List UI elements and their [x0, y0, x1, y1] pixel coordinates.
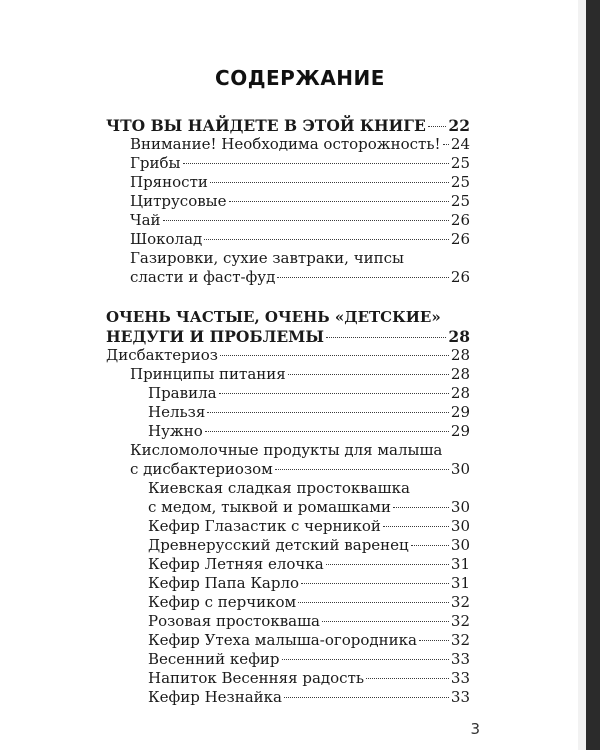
toc-label: Грибы: [130, 154, 181, 172]
toc-label: Кефир Летняя елочка: [148, 555, 324, 573]
toc-page: 26: [450, 230, 470, 248]
toc-page: 32: [450, 631, 470, 649]
toc-label: Кефир Глазастик с черникой: [148, 517, 381, 535]
toc-entry[interactable]: [106, 536, 470, 555]
toc-entry[interactable]: [106, 498, 470, 517]
toc-entry[interactable]: [106, 593, 470, 612]
table-of-contents: [106, 116, 470, 707]
toc-page: 30: [450, 460, 470, 478]
toc-page: 32: [450, 612, 470, 630]
toc-label: Чай: [130, 211, 161, 229]
toc-entry-line: Газировки, сухие завтраки, чипсы: [130, 249, 404, 267]
dot-leader: [229, 201, 449, 202]
toc-entry[interactable]: [106, 555, 470, 574]
toc-page: 29: [450, 403, 470, 421]
toc-page: 25: [450, 173, 470, 191]
toc-label: Внимание! Необходима осторожность!: [130, 135, 441, 153]
dot-leader: [204, 239, 449, 240]
toc-label: Кефир с перчиком: [148, 593, 297, 611]
dot-leader: [163, 220, 449, 221]
toc-label: Шоколад: [130, 230, 203, 248]
toc-label: Нужно: [148, 422, 203, 440]
toc-page: 33: [450, 669, 470, 687]
dot-leader: [383, 526, 449, 527]
toc-label: сласти и фаст-фуд: [130, 268, 276, 286]
toc-page: 24: [450, 135, 470, 153]
dot-leader: [298, 602, 449, 603]
toc-label: ЧТО ВЫ НАЙДЕТЕ В ЭТОЙ КНИГЕ: [106, 116, 426, 135]
page-title: СОДЕРЖАНИЕ: [215, 66, 385, 90]
toc-section-heading[interactable]: [106, 116, 470, 135]
toc-label: Нельзя: [148, 403, 206, 421]
toc-entry[interactable]: [106, 422, 470, 441]
toc-entry[interactable]: [106, 669, 470, 688]
toc-label: Напиток Весенняя радость: [148, 669, 365, 687]
dot-leader: [183, 163, 449, 164]
toc-page: 28: [448, 327, 470, 346]
toc-section-heading[interactable]: [106, 327, 470, 346]
dot-leader: [205, 431, 449, 432]
toc-page: 33: [450, 650, 470, 668]
dot-leader: [411, 545, 449, 546]
toc-entry[interactable]: [106, 154, 470, 173]
toc-entry-line: Киевская сладкая простоквашка: [148, 479, 410, 497]
toc-label: Кефир Незнайка: [148, 688, 282, 706]
toc-label: Весенний кефир: [148, 650, 280, 668]
toc-page: 25: [450, 154, 470, 172]
dot-leader: [207, 412, 449, 413]
dot-leader: [301, 583, 449, 584]
toc-label: Дисбактериоз: [106, 346, 218, 364]
toc-page: 26: [450, 268, 470, 286]
toc-page: 28: [450, 365, 470, 383]
toc-label: Пряности: [130, 173, 208, 191]
dot-leader: [326, 337, 446, 338]
toc-page: 30: [450, 536, 470, 554]
page-edge-gap: [578, 0, 586, 750]
dot-leader: [366, 678, 449, 679]
dot-leader: [277, 277, 449, 278]
dot-leader: [443, 144, 449, 145]
toc-entry[interactable]: [106, 346, 470, 365]
dot-leader: [428, 126, 447, 127]
toc-label: Кефир Папа Карло: [148, 574, 300, 592]
toc-entry[interactable]: [106, 403, 470, 422]
toc-entry[interactable]: [106, 631, 470, 650]
toc-page: 30: [450, 498, 470, 516]
section-gap: [106, 287, 470, 308]
page-number: 3: [470, 720, 480, 738]
dot-leader: [393, 507, 449, 508]
toc-entry[interactable]: [106, 384, 470, 403]
toc-entry[interactable]: [106, 173, 470, 192]
dot-leader: [284, 697, 449, 698]
toc-entry[interactable]: [106, 460, 470, 479]
toc-label: Розовая простокваша: [148, 612, 320, 630]
toc-page: 31: [450, 574, 470, 592]
toc-label: с медом, тыквой и ромашками: [148, 498, 391, 516]
dot-leader: [419, 640, 449, 641]
toc-entry-line: Кисломолочные продукты для малыша: [130, 441, 443, 459]
dot-leader: [326, 564, 449, 565]
toc-section-heading-line: ОЧЕНЬ ЧАСТЫЕ, ОЧЕНЬ «ДЕТСКИЕ»: [106, 308, 441, 326]
toc-page: 28: [450, 384, 470, 402]
page-edge-shadow: [586, 0, 600, 750]
dot-leader: [220, 355, 449, 356]
dot-leader: [288, 374, 449, 375]
toc-label: с дисбактериозом: [130, 460, 273, 478]
toc-page: 32: [450, 593, 470, 611]
toc-label: Древнерусский детский варенец: [148, 536, 409, 554]
toc-entry[interactable]: [106, 211, 470, 230]
dot-leader: [275, 469, 449, 470]
toc-entry[interactable]: [106, 230, 470, 249]
dot-leader: [210, 182, 449, 183]
dot-leader: [282, 659, 449, 660]
toc-label: Цитрусовые: [130, 192, 227, 210]
toc-entry[interactable]: [106, 268, 470, 287]
toc-label: Принципы питания: [130, 365, 286, 383]
toc-label: НЕДУГИ И ПРОБЛЕМЫ: [106, 327, 324, 346]
toc-page: 22: [448, 116, 470, 135]
toc-page: 28: [450, 346, 470, 364]
toc-entry[interactable]: [106, 135, 470, 154]
toc-entry[interactable]: [106, 365, 470, 384]
toc-page: 31: [450, 555, 470, 573]
toc-page: 25: [450, 192, 470, 210]
toc-entry[interactable]: [106, 574, 470, 593]
toc-page: 29: [450, 422, 470, 440]
dot-leader: [322, 621, 449, 622]
toc-label: Правила: [148, 384, 217, 402]
dot-leader: [219, 393, 449, 394]
toc-page: 30: [450, 517, 470, 535]
toc-entry[interactable]: [106, 192, 470, 211]
toc-entry[interactable]: [106, 612, 470, 631]
toc-entry[interactable]: [106, 517, 470, 536]
toc-page: 33: [450, 688, 470, 706]
toc-entry[interactable]: [106, 650, 470, 669]
toc-label: Кефир Утеха малыша-огородника: [148, 631, 417, 649]
toc-entry[interactable]: [106, 688, 470, 707]
toc-page: 26: [450, 211, 470, 229]
